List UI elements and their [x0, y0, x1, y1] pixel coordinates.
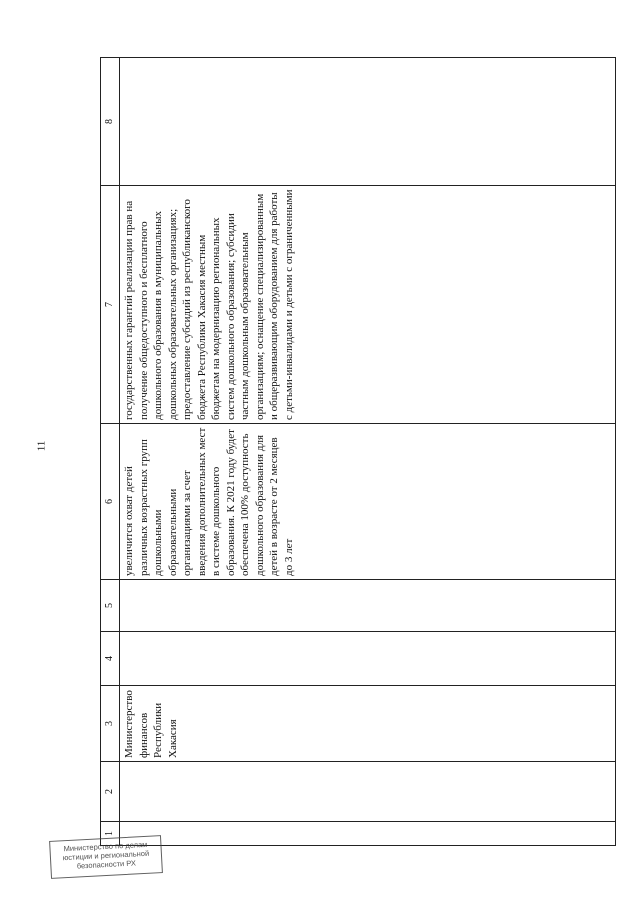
- table-container: [100, 58, 616, 846]
- column-header-8: 8: [101, 58, 120, 186]
- cell-col-7: государственных гарантий реализации прав на получение общедоступного и бесплатного дошкольного образования в муниципальных дошкольных образовательных организациях; предоставление субсидий из республиканского бюджета Республики Хакасия местным бюджетам на модернизацию региональных систем дошкольного образования; субсидии частным дошкольным образовательным организациям; оснащение специализированным и общеразвивающим оборудованием для работы с детьми-инвалидами и детьми с ограниченными: [120, 186, 616, 424]
- column-header-2: 2: [101, 762, 120, 822]
- data-table: [100, 57, 616, 846]
- cell-col-2: [120, 762, 616, 822]
- column-header-1: 1: [101, 822, 120, 846]
- registration-stamp: Министерство по делам юстиции и региональной безопасности РХ: [49, 835, 163, 879]
- column-header-4: 4: [101, 632, 120, 686]
- table-row: [120, 58, 616, 846]
- column-header-7: 7: [101, 186, 120, 424]
- cell-col-1: [120, 822, 616, 846]
- page-number: 11: [35, 440, 48, 452]
- header-row: [101, 58, 120, 846]
- cell-col-8: [120, 58, 616, 186]
- column-header-3: 3: [101, 686, 120, 762]
- cell-col-4: [120, 632, 616, 686]
- cell-col-5: [120, 580, 616, 632]
- column-header-5: 5: [101, 580, 120, 632]
- cell-col-3: Министерство финансов Республики Хакасия: [120, 686, 616, 762]
- cell-col-6: увеличится охват детей различных возрастных групп дошкольными образовательными организациями за счет введения дополнительных мест в системе дошкольного образования. К 2021 году будет обеспечена 100% доступность дошкольного образования для детей в возрасте от 2 месяцев до 3 лет: [120, 424, 616, 580]
- column-header-6: 6: [101, 424, 120, 580]
- rotated-table: [100, 58, 616, 846]
